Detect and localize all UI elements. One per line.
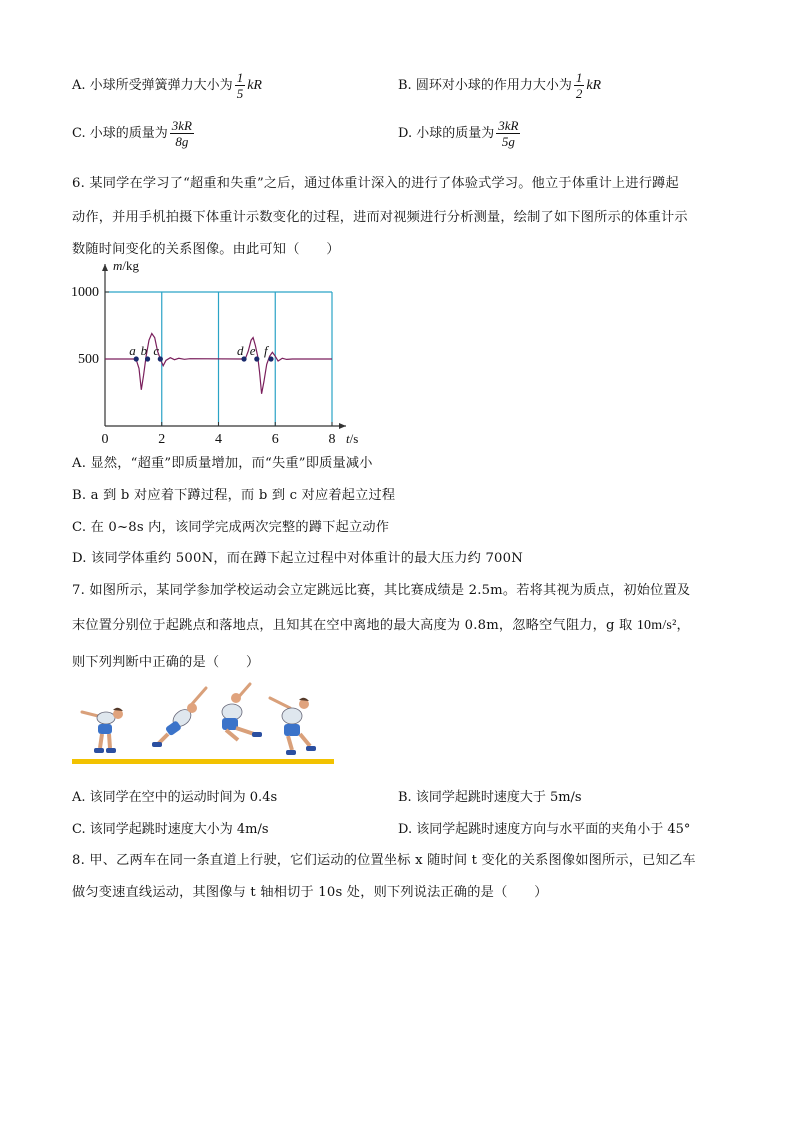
q5-option-d	[398, 118, 522, 149]
q6-option-c: C. 在 0~8s 内，该同学完成两次完整的蹲下起立动作	[72, 520, 390, 535]
q5-option-b-text: 圆环对小球的作用力大小为	[415, 78, 572, 93]
x-tick-label: 0	[101, 432, 109, 446]
q6-option-a: A. 显然，“超重”即质量增加，而“失重”即质量减小	[72, 456, 373, 471]
q6-stem-line-3: 数随时间变化的关系图像。由此可知（ ）	[72, 242, 340, 257]
jumper-figure-4	[270, 698, 316, 755]
jumper-figure-3	[222, 684, 262, 740]
fraction	[574, 70, 585, 101]
q8-stem-line-1: 8. 甲、乙两车在同一条直道上行驶，它们运动的位置坐标 x 随时间 t 变化的关系图像如图所示，已知乙车	[72, 853, 696, 868]
x-tick-label: 6	[271, 432, 279, 446]
fraction-numerator: 1	[236, 70, 244, 85]
fraction	[170, 118, 194, 149]
ground-strip	[72, 759, 334, 764]
x-axis-label: t/s	[346, 431, 359, 446]
q7-option-b: B. 该同学起跳时速度大于 5m/s	[398, 790, 582, 805]
long-jump-figure	[70, 680, 338, 770]
q5-option-c-label: C.	[72, 126, 86, 141]
jumper-figure-2	[152, 688, 206, 747]
q5-option-b	[398, 70, 601, 101]
g-value: 10m/s²	[636, 618, 677, 633]
point-label-c: c	[153, 343, 160, 358]
point-label-b: b	[140, 343, 148, 358]
x-axis-arrow	[339, 423, 346, 429]
jumper-figure-1	[82, 708, 123, 753]
q5-option-a-text: 小球所受弹簧弹力大小为	[89, 78, 233, 93]
fraction-denominator: 2	[575, 86, 583, 101]
fraction-denominator: 8g	[175, 134, 189, 149]
q5-option-b-tail: kR	[586, 78, 602, 93]
x-tick-label: 4	[215, 432, 222, 446]
q5-option-a-tail: kR	[247, 78, 262, 93]
q7-option-a: A. 该同学在空中的运动时间为 0.4s	[72, 790, 278, 805]
y-axis-arrow	[102, 264, 108, 271]
weight-time-chart	[70, 256, 370, 446]
q5-option-a	[72, 70, 262, 101]
y-tick-label: 1000	[71, 285, 99, 300]
q7-stem-line-2-text: 末位置分别位于起跳点和落地点，且知其在空中离地的最大高度为 0.8m，忽略空气阻力，g 取	[72, 618, 633, 633]
x-tick-label: 2	[158, 432, 166, 446]
q5-option-c	[72, 118, 196, 149]
q7-option-c: C. 该同学起跳时速度大小为 4m/s	[72, 822, 269, 837]
q6-stem-line-2: 动作，并用手机拍摄下体重计示数变化的过程，进而对视频进行分析测量，绘制了如下图所示的体重计示	[72, 210, 688, 225]
q7-stem-line-2: 末位置分别位于起跳点和落地点，且知其在空中离地的最大高度为 0.8m，忽略空气阻力，g 取 10m/s²，	[72, 618, 690, 633]
q5-option-d-label: D.	[398, 126, 413, 141]
fraction-numerator: 3kR	[171, 118, 192, 133]
y-tick-label: 500	[78, 352, 99, 367]
point-label-d: d	[237, 343, 244, 358]
point-label-f: f	[263, 343, 268, 358]
point-label-e: e	[249, 343, 256, 358]
q8-stem-line-2: 做匀变速直线运动，其图像与 t 轴相切于 10s 处，则下列说法正确的是（ ）	[72, 885, 548, 900]
fraction-numerator: 1	[575, 70, 583, 85]
q5-option-a-label: A.	[72, 78, 86, 93]
q5-option-c-text: 小球的质量为	[89, 126, 168, 141]
q6-option-d: D. 该同学体重约 500N，而在蹲下起立过程中对体重计的最大压力约 700N	[72, 551, 523, 566]
y-axis-label: m/kg	[113, 258, 140, 273]
q6-option-b: B. a 到 b 对应着下蹲过程，而 b 到 c 对应着起立过程	[72, 488, 396, 503]
q5-option-d-text: 小球的质量为	[416, 126, 495, 141]
fraction-denominator: 5	[236, 86, 244, 101]
q7-stem-line-1: 7. 如图所示，某同学参加学校运动会立定跳远比赛，其比赛成绩是 2.5m。若将其视为质点，初始位置及	[72, 583, 691, 598]
fraction	[496, 118, 520, 149]
q7-option-d: D. 该同学起跳时速度方向与水平面的夹角小于 45°	[398, 822, 691, 837]
fraction-denominator: 5g	[501, 134, 515, 149]
x-tick-label: 8	[328, 432, 336, 446]
q6-stem-line-1: 6. 某同学在学习了“超重和失重”之后，通过体重计深入的进行了体验式学习。他立于体重计上进行蹲起	[72, 176, 679, 191]
point-label-a: a	[129, 343, 136, 358]
fraction	[235, 70, 246, 101]
q5-option-b-label: B.	[398, 78, 412, 93]
fraction-numerator: 3kR	[498, 118, 519, 133]
data-point-f	[268, 356, 273, 361]
q7-stem-line-3: 则下列判断中正确的是（ ）	[72, 655, 260, 670]
